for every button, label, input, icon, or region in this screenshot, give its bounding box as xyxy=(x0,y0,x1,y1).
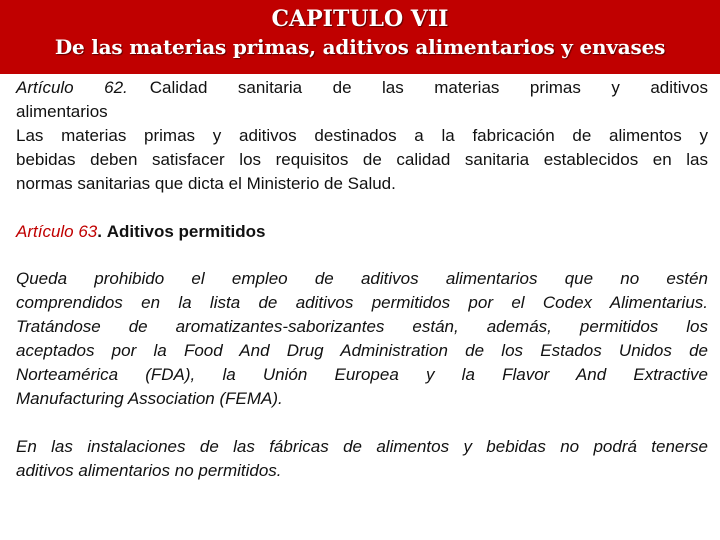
article-62-heading xyxy=(16,76,708,100)
document-body xyxy=(16,76,708,483)
article-62-title-part2: alimentarios xyxy=(16,102,108,121)
article-63-heading xyxy=(16,220,708,244)
chapter-header xyxy=(0,0,720,74)
article-62-body-line: normas sanitarias que dicta el Ministerio de Salud. xyxy=(16,174,396,193)
article-63-closing xyxy=(16,435,708,483)
article-63-body-line: Manufacturing Association (FEMA). xyxy=(16,389,283,408)
article-62-body-line: bebidas deben satisfacer los requisitos de calidad sanitaria establecidos en las xyxy=(16,150,708,169)
article-63-title: Aditivos permitidos xyxy=(106,222,266,241)
chapter-title: CAPITULO VII xyxy=(271,6,449,32)
article-63-label-dot: . xyxy=(97,222,102,241)
chapter-subtitle: De las materias primas, aditivos alimentarios y envases xyxy=(54,35,666,59)
article-62-title-part1: Calidad sanitaria de las materias primas y aditivos xyxy=(149,78,708,97)
article-63-body-line: Norteamérica (FDA), la Unión Europea y la Flavor And Extractive xyxy=(16,365,708,384)
article-63-body-line: Tratándose de aromatizantes-saborizantes están, además, permitidos los xyxy=(16,317,708,336)
article-63-label: Artículo 63 xyxy=(16,222,98,241)
article-63-closing-line: aditivos alimentarios no permitidos. xyxy=(16,461,282,480)
article-62-body-line: Las materias primas y aditivos destinados a la fabricación de alimentos y xyxy=(16,126,708,145)
article-63-body-line: aceptados por la Food And Drug Administration de los Estados Unidos de xyxy=(16,341,708,360)
article-63-body-line: comprendidos en la lista de aditivos permitidos por el Codex Alimentarius. xyxy=(16,293,708,312)
article-63-body xyxy=(16,267,708,411)
article-63-body-line: Queda prohibido el empleo de aditivos alimentarios que no estén xyxy=(16,269,708,288)
article-63-closing-line: En las instalaciones de las fábricas de alimentos y bebidas no podrá tenerse xyxy=(16,437,708,456)
article-62-label: Artículo 62. xyxy=(16,78,128,97)
